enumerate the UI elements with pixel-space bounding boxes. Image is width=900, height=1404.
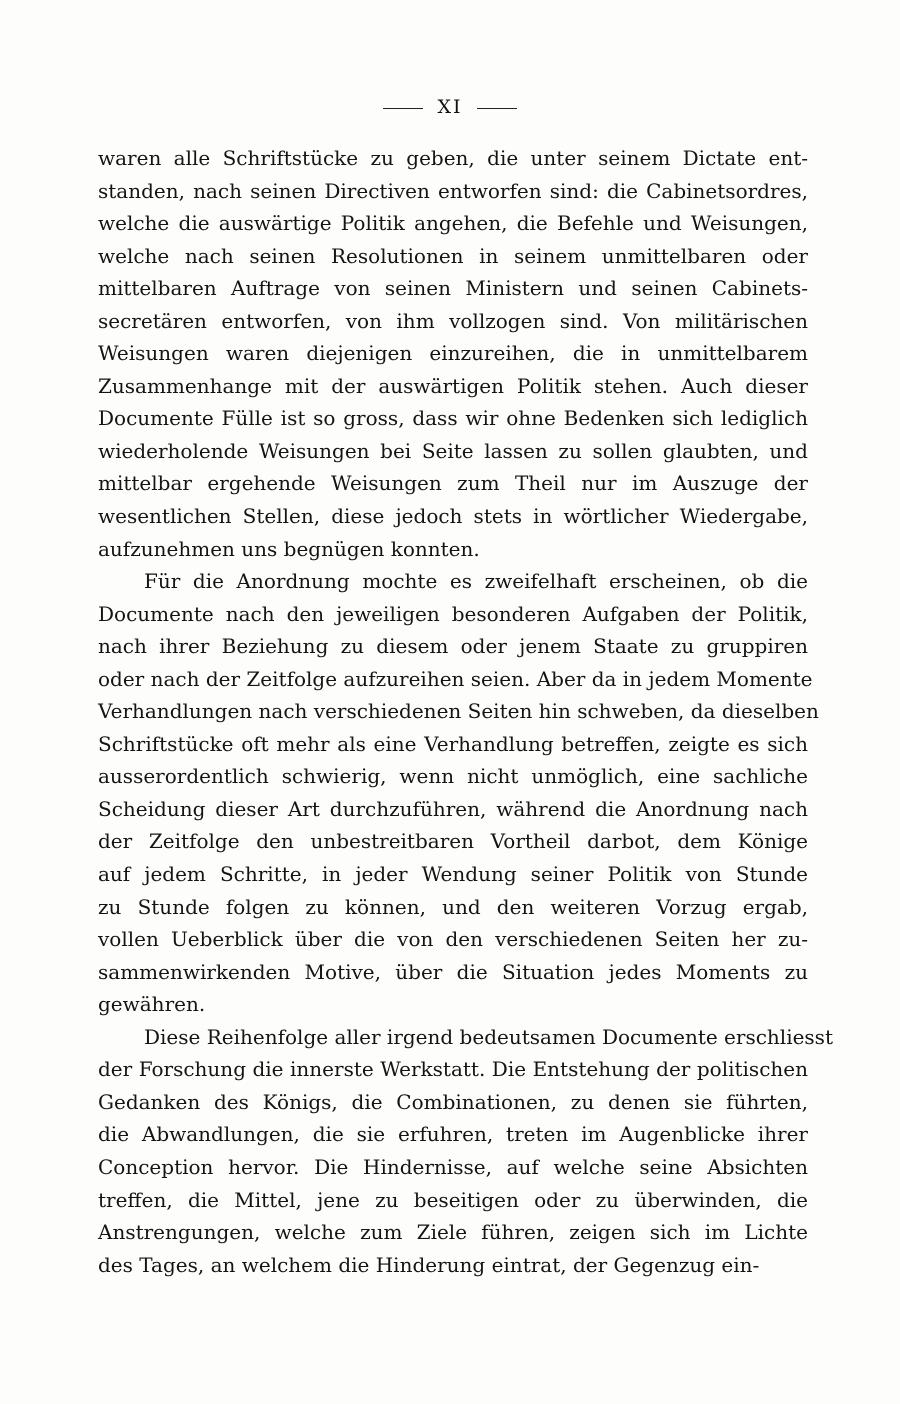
text-line: welche nach seinen Resolutionen in seinem unmittelbaren oder — [98, 243, 808, 268]
text-line: Weisungen waren diejenigen einzureihen, die in unmittelbarem — [98, 341, 808, 366]
text-line: Zusammenhange mit der auswärtigen Politik stehen. Auch dieser — [98, 373, 808, 398]
header-rule-left — [383, 108, 423, 109]
text-line: Gedanken des Königs, die Combinationen, zu denen sie führten, — [98, 1089, 808, 1114]
body-text — [98, 142, 833, 1281]
text-line: mittelbaren Auftrage von seinen Ministern und seinen Cabinets- — [98, 276, 808, 301]
text-line: Anstrengungen, welche zum Ziele führen, zeigen sich im Lichte — [98, 1220, 808, 1245]
text-line: auf jedem Schritte, in jeder Wendung seiner Politik von Stunde — [98, 862, 808, 887]
text-line: Scheidung dieser Art durchzuführen, während die Anordnung nach — [98, 796, 808, 821]
paragraph — [98, 142, 808, 565]
page-header — [0, 96, 900, 118]
text-line: treffen, die Mittel, jene zu beseitigen oder zu überwinden, die — [98, 1187, 808, 1212]
text-line: Documente nach den jeweiligen besonderen Aufgaben der Politik, — [98, 601, 808, 626]
text-line: zu Stunde folgen zu können, und den weiteren Vorzug ergab, — [98, 894, 808, 919]
text-line: die Abwandlungen, die sie erfuhren, treten im Augenblicke ihrer — [98, 1122, 808, 1147]
paragraph — [98, 1021, 833, 1281]
text-line: waren alle Schriftstücke zu geben, die unter seinem Dictate ent- — [98, 146, 808, 170]
text-line: Für die Anordnung mochte es zweifelhaft erscheinen, ob die — [144, 569, 808, 594]
text-line: des Tages, an welchem die Hinderung eintrat, der Gegenzug ein- — [98, 1252, 760, 1277]
text-line: der Forschung die innerste Werkstatt. Die Entstehung der politischen — [98, 1057, 808, 1082]
text-line: oder nach der Zeitfolge aufzureihen seien. Aber da in jedem Momente — [98, 666, 813, 691]
text-line: Conception hervor. Die Hindernisse, auf welche seine Absichten — [98, 1154, 808, 1179]
text-line: Schriftstücke oft mehr als eine Verhandlung betreffen, zeigte es sich — [98, 731, 808, 756]
text-line: der Zeitfolge den unbestreitbaren Vortheil darbot, dem Könige — [98, 829, 808, 854]
text-line: secretären entworfen, von ihm vollzogen sind. Von militärischen — [98, 308, 808, 333]
text-line: aufzunehmen uns begnügen konnten. — [98, 536, 480, 561]
text-line: Verhandlungen nach verschiedenen Seiten hin schweben, da dieselben — [98, 699, 819, 724]
text-line: welche die auswärtige Politik angehen, die Befehle und Weisungen, — [98, 211, 808, 236]
text-line: standen, nach seinen Directiven entworfen sind: die Cabinetsordres, — [98, 178, 808, 203]
text-line: ausserordentlich schwierig, wenn nicht unmöglich, eine sachliche — [98, 764, 808, 789]
paragraph — [98, 565, 819, 1021]
text-line: gewähren. — [98, 992, 206, 1017]
text-line: nach ihrer Beziehung zu diesem oder jenem Staate zu gruppiren — [98, 634, 808, 659]
text-line: Documente Fülle ist so gross, dass wir ohne Bedenken sich lediglich — [98, 406, 808, 431]
text-line: vollen Ueberblick über die von den verschiedenen Seiten her zu- — [98, 927, 808, 952]
text-line: wiederholende Weisungen bei Seite lassen zu sollen glaubten, und — [98, 438, 808, 463]
page-number: XI — [437, 96, 463, 118]
text-line: Diese Reihenfolge aller irgend bedeutsamen Documente erschliesst — [144, 1024, 833, 1049]
text-line: mittelbar ergehende Weisungen zum Theil nur im Auszuge der — [98, 471, 808, 496]
text-line: sammenwirkenden Motive, über die Situation jedes Moments zu — [98, 959, 808, 984]
header-rule-right — [477, 108, 517, 109]
text-line: wesentlichen Stellen, diese jedoch stets in wörtlicher Wiedergabe, — [98, 504, 808, 529]
